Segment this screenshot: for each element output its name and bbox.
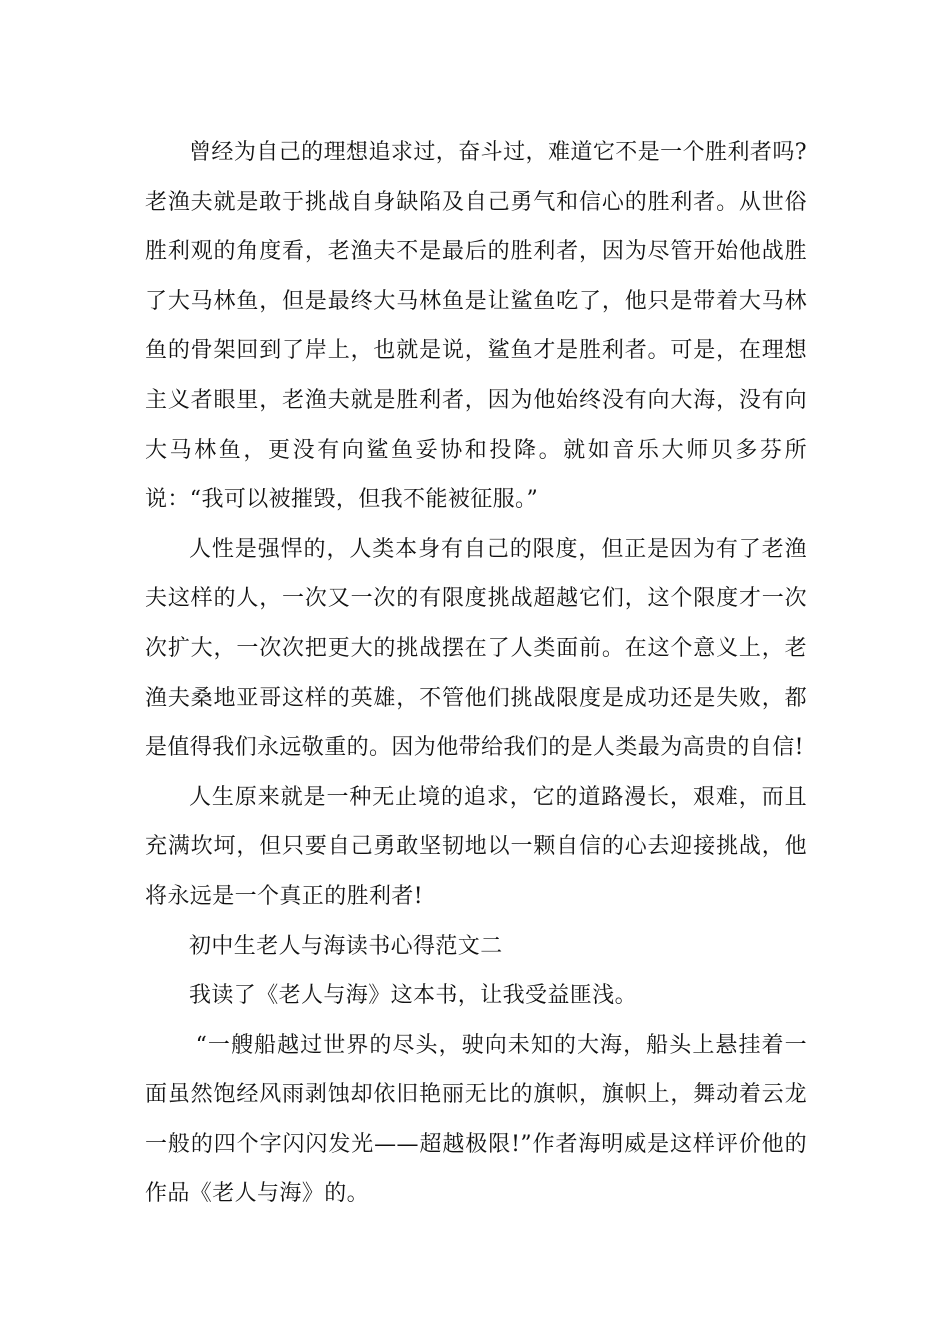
document-body [145, 128, 807, 1219]
paragraph-intro: 我读了《老人与海》这本书，让我受益匪浅。 [189, 983, 638, 1009]
section-heading: 初中生老人与海读书心得范文二 [189, 933, 503, 959]
paragraph-quote: “一艘船越过世界的尽头，驶向未知的大海，船头上悬挂着一面虽然饱经风雨剥蚀却依旧艳丽无比的旗帜，旗帜上，舞动着云龙一般的四个字闪闪发光——超越极限!”作者海明威是这样评价他的作品《老人与海》的。 [145, 1032, 807, 1207]
paragraph-human-limits: 人性是强悍的，人类本身有自己的限度，但正是因为有了老渔夫这样的人，一次又一次的有限度挑战超越它们，这个限度才一次次扩大，一次次把更大的挑战摆在了人类面前。在这个意义上，老渔夫桑地亚哥这样的英雄，不管他们挑战限度是成功还是失败，都是值得我们永远敬重的。因为他带给我们的是人类最为高贵的自信! [145, 536, 807, 761]
paragraph-endless-pursuit: 人生原来就是一种无止境的追求，它的道路漫长，艰难，而且充满坎坷，但只要自己勇敢坚韧地以一颗自信的心去迎接挑战，他将永远是一个真正的胜利者! [145, 784, 807, 909]
paragraph-victory: 曾经为自己的理想追求过，奋斗过，难道它不是一个胜利者吗?老渔夫就是敢于挑战自身缺陷及自己勇气和信心的胜利者。从世俗胜利观的角度看，老渔夫不是最后的胜利者，因为尽管开始他战胜了大马林鱼，但是最终大马林鱼是让鲨鱼吃了，他只是带着大马林鱼的骨架回到了岸上，也就是说，鲨鱼才是胜利者。可是，在理想主义者眼里，老渔夫就是胜利者，因为他始终没有向大海，没有向大马林鱼，更没有向鲨鱼妥协和投降。就如音乐大师贝多芬所说：“我可以被摧毁，但我不能被征服。” [145, 140, 807, 513]
